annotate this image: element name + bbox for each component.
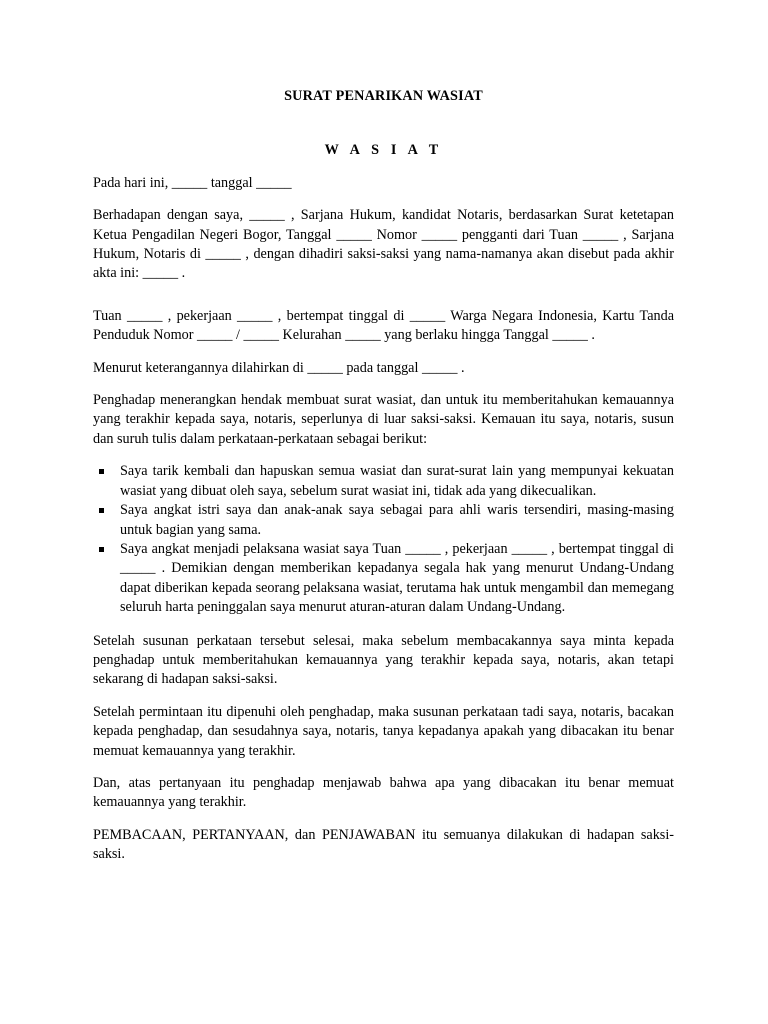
list-item: [93, 540, 674, 618]
document-page: [93, 87, 674, 878]
paragraph-appearance: Berhadapan dengan saya, _____ , Sarjana Hukum, kandidat Notaris, berdasarkan Surat ketetapan Ketua Pengadilan Negeri Bogor, Tanggal _____ Nomor _____ pengganti dari Tuan _____ , Sarjana Hukum, Notaris di _____ , dengan dihadiri saksi-saksi yang nama-namanya akan disebut pada akhir akta ini: _____ .: [93, 207, 674, 282]
list-item-text: Saya angkat menjadi pelaksana wasiat saya Tuan _____ , pekerjaan _____ , bertempat tinggal di _____ . Demikian dengan memberikan kepadanya segala hak yang menurut Undang-Undang dapat diberikan kepada seorang pelaksana wasiat, terutama hak untuk mengambil dan memegang seluruh harta peninggalan saya menurut aturan-aturan dalam Undang-Undang.: [120, 540, 674, 616]
paragraph-identity: Tuan _____ , pekerjaan _____ , bertempat tinggal di _____ Warga Negara Indonesia, Kartu Tanda Penduduk Nomor _____ / _____ Kelurahan _____ yang berlaku hingga Tanggal _____ .: [93, 307, 674, 344]
paragraph-date: Pada hari ini, _____ tanggal _____: [93, 174, 292, 191]
will-provisions-list: [93, 462, 674, 617]
list-item-text: Saya angkat istri saya dan anak-anak saya sebagai para ahli waris tersendiri, masing-masing untuk bagian yang sama.: [120, 502, 674, 538]
paragraph-statement: Penghadap menerangkan hendak membuat surat wasiat, dan untuk itu memberitahukan kemauannya yang terakhir kepada saya, notaris, seperlunya di luar saksi-saksi. Kemauan itu saya, notaris, susun dan suruh tulis dalam perkataan-perkataan sebagai berikut:: [93, 392, 674, 447]
paragraph-closing-1: Setelah susunan perkataan tersebut selesai, maka sebelum membacakannya saya minta kepada penghadap untuk memberitahukan kemauannya yang terakhir kepada saya, notaris, akan tetapi sekarang di hadapan saksi-saksi.: [93, 632, 674, 688]
list-item-text: Saya tarik kembali dan hapuskan semua wasiat dan surat-surat lain yang mempunyai kekuatan wasiat yang dibuat oleh saya, sebelum surat wasiat ini, tidak ada yang dikecualikan.: [120, 463, 674, 499]
paragraph-closing-4: PEMBACAAN, PERTANYAAN, dan PENJAWABAN itu semuanya dilakukan di hadapan saksi-saksi.: [93, 826, 674, 863]
document-subtitle: W A S I A T: [324, 142, 443, 159]
square-bullet-icon: [99, 508, 104, 513]
list-item: [93, 501, 674, 540]
document-title: SURAT PENARIKAN WASIAT: [284, 88, 483, 104]
paragraph-closing-2: Setelah permintaan itu dipenuhi oleh penghadap, maka susunan perkataan tadi saya, notaris, bacakan kepada penghadap, dan sesudahnya saya, notaris, tanya kepadanya apakah yang dibacakan itu benar memuat kemauannya yang terakhir.: [93, 703, 674, 759]
square-bullet-icon: [99, 547, 104, 552]
paragraph-closing-3: Dan, atas pertanyaan itu penghadap menjawab bahwa apa yang dibacakan itu benar memuat kemauannya yang terakhir.: [93, 774, 674, 811]
square-bullet-icon: [99, 469, 104, 474]
paragraph-birth: Menurut keterangannya dilahirkan di _____ pada tanggal _____ .: [93, 359, 465, 376]
list-item: [93, 462, 674, 501]
